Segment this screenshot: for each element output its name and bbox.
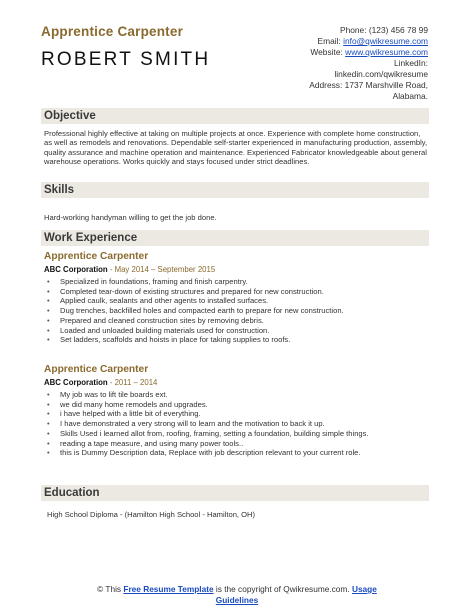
list-item: • Skills Used i learned allot from, roofing, framing, setting a foundation, building simple things.: [47, 429, 427, 439]
list-item: • we did many home remodels and upgrades.: [47, 400, 427, 410]
job-1-dates: - May 2014 – September 2015: [107, 265, 216, 274]
contact-website: [228, 47, 428, 58]
education-text: High School Diploma - (Hamilton High School - Hamilton, OH): [47, 510, 256, 519]
job-1-company-line: [44, 265, 215, 275]
job-1-bullets: [47, 277, 427, 345]
job-2-dates: - 2011 – 2014: [107, 378, 158, 387]
objective-text: Professional highly effective at taking on multiple projects at once. Experience with complete home construction, as well as remodels and renovations. Dependable self-starter experienced in manufacturing production, assembly, quality assurance and machine operation and maintenance. Experienced Fabricator knowledgeable about general warehouse operations. Works quickly and stays focused under strict deadlines.: [44, 129, 428, 167]
linkedin-label: LinkedIn:: [394, 58, 428, 68]
contact-block: [228, 25, 428, 102]
list-item: • Applied caulk, sealants and other agents to installed surfaces.: [47, 296, 427, 306]
address-line2: Alabama.: [392, 91, 428, 101]
skills-text: Hard-working handyman willing to get the job done.: [44, 213, 217, 222]
email-link[interactable]: info@qwikresume.com: [343, 36, 428, 46]
job-2-bullets: [47, 390, 427, 458]
job-1-company: ABC Corporation: [44, 265, 108, 274]
list-item: • i have helped with a little bit of everything.: [47, 409, 427, 419]
resume-job-title: Apprentice Carpenter: [41, 24, 184, 39]
list-item: • Completed tear-down of existing structures and prepared for new construction.: [47, 287, 427, 297]
list-item: • Prepared and cleaned construction sites by removing debris.: [47, 316, 427, 326]
list-item: • My job was to lift tile boards ext.: [47, 390, 427, 400]
header-identity: [41, 24, 210, 71]
list-item: • I have demonstrated a very strong will to learn and the motivation to back it up.: [47, 419, 427, 429]
contact-phone: [228, 25, 428, 36]
candidate-name: ROBERT SMITH: [41, 49, 211, 70]
linkedin-value: linkedin.com/qwikresume: [334, 69, 428, 79]
job-1-title: Apprentice Carpenter: [44, 251, 149, 262]
objective-heading: Objective: [41, 108, 429, 124]
phone-label: Phone:: [339, 25, 367, 35]
website-link[interactable]: www.qwikresume.com: [345, 47, 428, 57]
skills-heading: Skills: [41, 182, 429, 198]
work-experience-heading: Work Experience: [41, 230, 429, 246]
list-item: • this is Dummy Description data, Replace with job description relevant to your current role.: [47, 448, 427, 458]
footer: [0, 584, 474, 605]
footer-copyright: © This: [97, 584, 124, 594]
free-resume-template-link[interactable]: Free Resume Template: [123, 584, 214, 594]
job-2-company-line: [44, 378, 157, 388]
job-2-company: ABC Corporation: [44, 378, 108, 387]
education-heading: Education: [41, 485, 429, 501]
address-label: Address:: [309, 80, 343, 90]
contact-address: [228, 80, 428, 91]
email-label: Email:: [317, 36, 341, 46]
usage-link[interactable]: Usage: [351, 584, 377, 594]
footer-copyright-text: is the copyright of Qwikresume.com.: [213, 584, 352, 594]
list-item: • Set ladders, scaffolds and hoists in place for taking supplies to roofs.: [47, 335, 427, 345]
address-line1: 1737 Marshville Road,: [344, 80, 428, 90]
guidelines-link[interactable]: Guidelines: [215, 594, 259, 605]
contact-email: [228, 36, 428, 47]
job-2-title: Apprentice Carpenter: [44, 364, 149, 375]
list-item: • Specialized in foundations, framing and finish carpentry.: [47, 277, 427, 287]
list-item: • reading a tape measure, and using many power tools..: [47, 439, 427, 449]
website-label: Website:: [310, 47, 343, 57]
list-item: • Dug trenches, backfilled holes and compacted earth to prepare for new construction.: [47, 306, 427, 316]
phone-value: (123) 456 78 99: [368, 25, 428, 35]
list-item: • Loaded and unloaded building materials used for construction.: [47, 326, 427, 336]
